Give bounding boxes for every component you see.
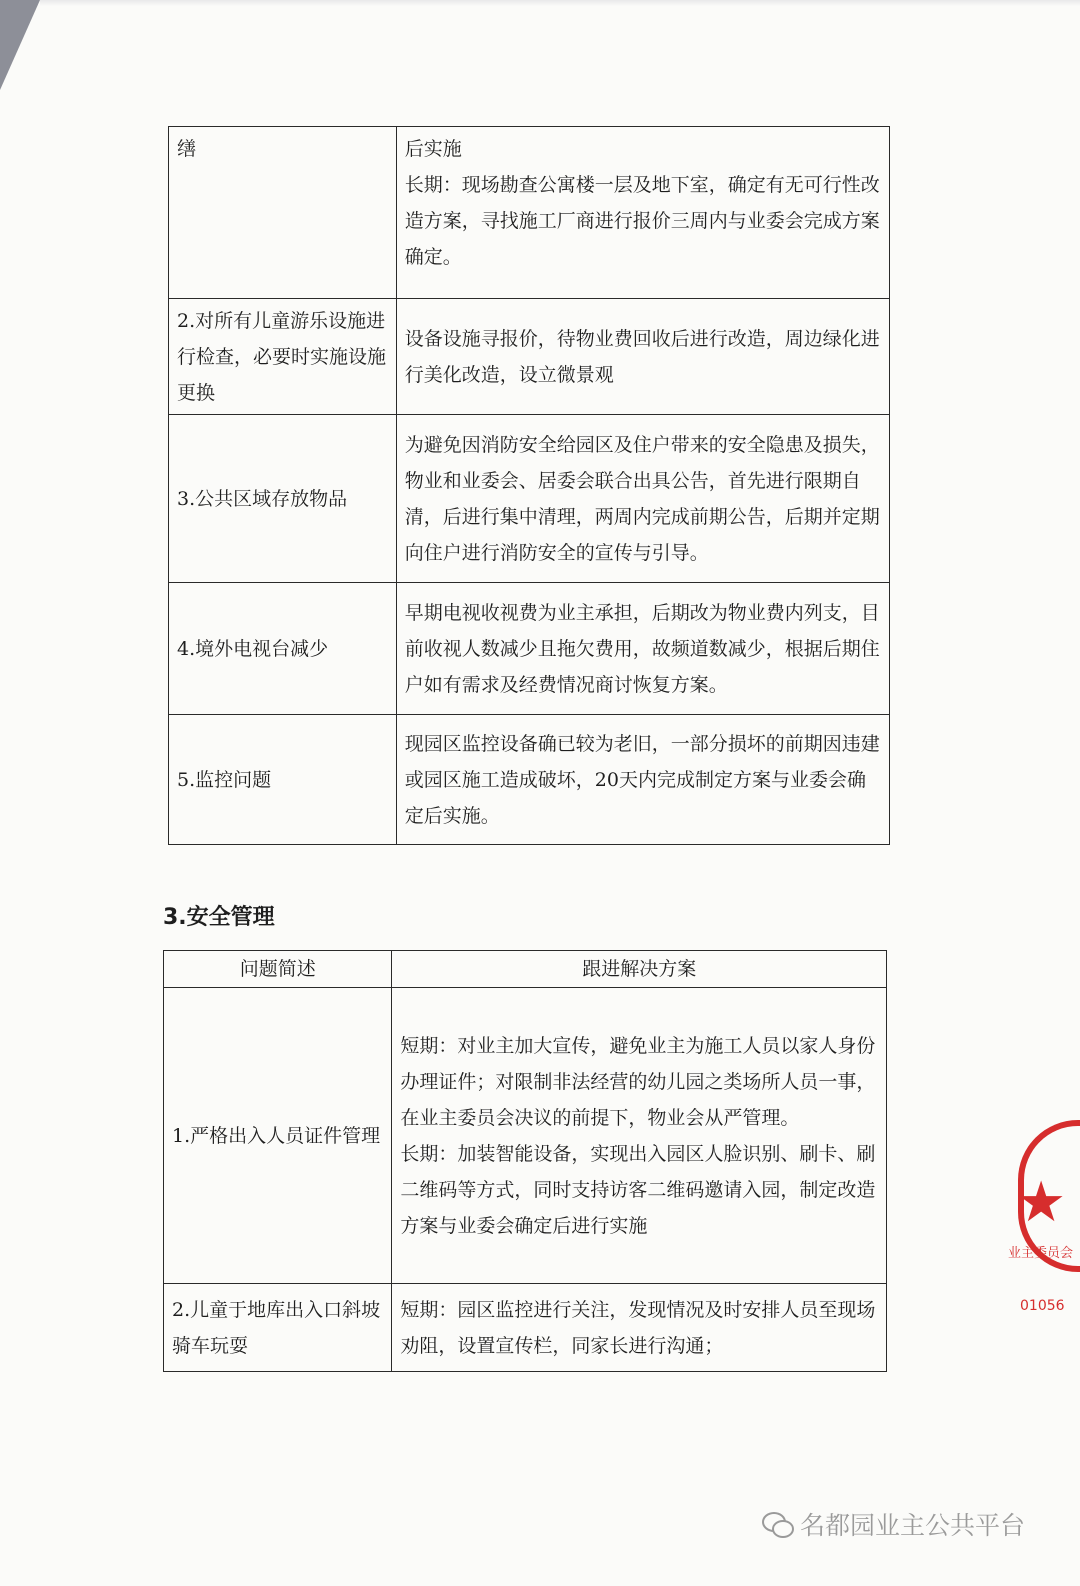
property-issues-table	[168, 126, 890, 845]
stamp-text: 业主委员会	[1008, 1246, 1074, 1261]
page-top-shade	[40, 0, 1080, 6]
solution-text: 设备设施寻报价，待物业费回收后进行改造，周边绿化进行美化改造，设立微景观	[404, 327, 880, 386]
solution-cell	[396, 715, 889, 845]
solution-text: 为避免因消防安全给园区及住户带来的安全隐患及损失，物业和业委会、居委会联合出具公告，首先进行限期自清，后进行集中清理，两周内完成前期公告，后期并定期向住户进行消防安全的宣传与引导。	[404, 433, 880, 564]
solution-text: 现园区监控设备确已较为老旧，一部分损坏的前期因违建或园区施工造成破坏，20天内完成制定方案与业委会确定后实施。	[404, 732, 880, 827]
table-row	[164, 988, 887, 1284]
page-corner-shadow	[0, 0, 40, 90]
solution-cell	[392, 1284, 887, 1372]
issue-cell: 1.严格出入人员证件管理	[164, 988, 392, 1284]
safety-management-table	[163, 950, 887, 1372]
solution-text: 短期：对业主加大宣传，避免业主为施工人员以家人身份办理证件；对限制非法经营的幼儿园之类场所人员一事，在业主委员会决议的前提下，物业会从严管理。	[400, 1034, 876, 1129]
issue-cell: 缮	[169, 127, 397, 299]
table-row	[169, 127, 890, 299]
star-icon: ★	[1016, 1170, 1067, 1235]
solution-cell	[396, 415, 889, 583]
solution-cell	[392, 988, 887, 1284]
table-row	[164, 1284, 887, 1372]
solution-text: 短期：园区监控进行关注，发现情况及时安排人员至现场劝阻，设置宣传栏，同家长进行沟通；	[400, 1298, 876, 1357]
watermark-text: 名都园业主公共平台	[800, 1511, 1026, 1540]
watermark	[762, 1506, 1025, 1542]
solution-text: 长期：现场勘查公寓楼一层及地下室，确定有无可行性改造方案，寻找施工厂商进行报价三周内与业委会完成方案确定。	[404, 174, 880, 268]
table-row	[169, 715, 890, 845]
issue-cell: 2.对所有儿童游乐设施进行检查，必要时实施设施更换	[169, 299, 397, 415]
stamp-number: 01056	[1020, 1298, 1065, 1314]
issue-cell: 4.境外电视台减少	[169, 583, 397, 715]
table-header-row	[164, 951, 887, 988]
header-solution: 跟进解决方案	[392, 951, 887, 988]
section-title: 3.安全管理	[163, 905, 275, 930]
solution-cell	[396, 299, 889, 415]
issue-cell: 5.监控问题	[169, 715, 397, 845]
solution-text: 后实施	[404, 138, 462, 160]
issue-cell: 2.儿童于地库出入口斜坡骑车玩耍	[164, 1284, 392, 1372]
table-row	[169, 415, 890, 583]
solution-text: 长期：加装智能设备，实现出入园区人脸识别、刷卡、刷二维码等方式，同时支持访客二维码邀请入园，制定改造方案与业委会确定后进行实施	[400, 1142, 876, 1237]
solution-cell	[396, 127, 889, 299]
header-issue: 问题简述	[164, 951, 392, 988]
issue-cell: 3.公共区域存放物品	[169, 415, 397, 583]
wechat-icon	[762, 1509, 792, 1539]
red-seal-stamp	[998, 870, 1080, 1350]
solution-text: 早期电视收视费为业主承担，后期改为物业费内列支，目前收视人数减少且拖欠费用，故频道数减少，根据后期住户如有需求及经费情况商讨恢复方案。	[404, 601, 880, 696]
table-row	[169, 299, 890, 415]
table-row	[169, 583, 890, 715]
solution-cell	[396, 583, 889, 715]
